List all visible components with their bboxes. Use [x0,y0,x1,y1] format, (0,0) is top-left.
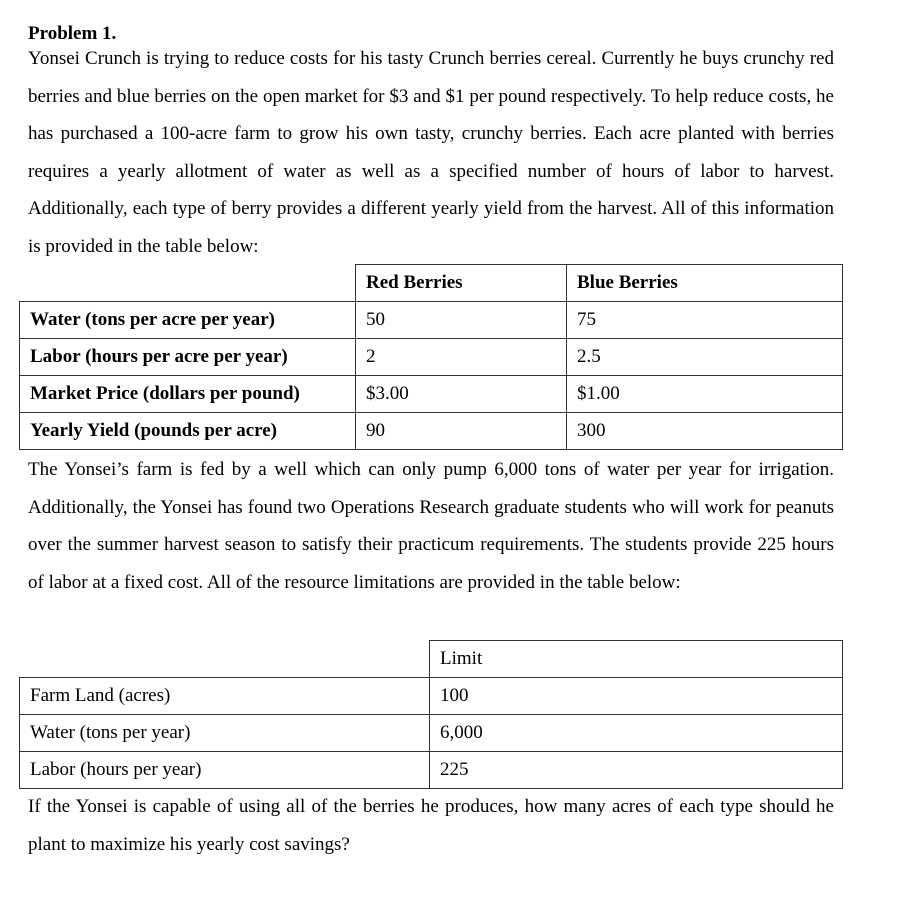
cell-blue-water: 75 [567,302,843,339]
table-row [20,715,843,752]
berry-data-table [19,264,843,450]
row-label-water: Water (tons per year) [20,715,430,752]
cell-blue-labor: 2.5 [567,339,843,376]
empty-header-cell [20,265,356,302]
table-row [20,376,843,413]
row-label-farm-land: Farm Land (acres) [20,678,430,715]
cell-blue-market-price: $1.00 [567,376,843,413]
table-row [20,678,843,715]
resource-limit-table [19,640,843,789]
row-label-market-price: Market Price (dollars per pound) [20,376,356,413]
table-row [20,752,843,789]
cell-red-market-price: $3.00 [356,376,567,413]
cell-blue-yearly-yield: 300 [567,413,843,450]
cell-limit-farm-land: 100 [430,678,843,715]
table-row [20,302,843,339]
row-label-water: Water (tons per acre per year) [20,302,356,339]
table-row [20,339,843,376]
column-header-limit: Limit [430,641,843,678]
problem-title: Problem 1. [28,23,117,44]
row-label-labor: Labor (hours per year) [20,752,430,789]
question-paragraph: If the Yonsei is capable of using all of the berries he produces, how many acres of each type should he plant to maximize his yearly cost savings? [28,796,834,855]
column-header-blue-berries: Blue Berries [567,265,843,302]
empty-header-cell [20,641,430,678]
column-header-red-berries: Red Berries [356,265,567,302]
cell-red-yearly-yield: 90 [356,413,567,450]
row-label-yearly-yield: Yearly Yield (pounds per acre) [20,413,356,450]
resource-paragraph: The Yonsei’s farm is fed by a well which can only pump 6,000 tons of water per year for irrigation. Additionally, the Yonsei has found two Operations Research graduate students who will work for peanuts over the summer harvest season to satisfy their practicum requirements. The students provide 225 hours of labor at a fixed cost. All of the resource limitations are provided in the table below: [28,459,834,593]
cell-limit-water: 6,000 [430,715,843,752]
cell-red-labor: 2 [356,339,567,376]
cell-limit-labor: 225 [430,752,843,789]
cell-red-water: 50 [356,302,567,339]
table-row [20,413,843,450]
table-header-row [20,265,843,302]
intro-paragraph: Yonsei Crunch is trying to reduce costs for his tasty Crunch berries cereal. Currently he buys crunchy red berries and blue berries on the open market for $3 and $1 per pound respectively. To help reduce costs, he has purchased a 100-acre farm to grow his own tasty, crunchy berries. Each acre planted with berries requires a yearly allotment of water as well as a specified number of hours of labor to harvest. Additionally, each type of berry provides a different yearly yield from the harvest. All of this information is provided in the table below: [28,48,834,257]
row-label-labor: Labor (hours per acre per year) [20,339,356,376]
table-header-row [20,641,843,678]
